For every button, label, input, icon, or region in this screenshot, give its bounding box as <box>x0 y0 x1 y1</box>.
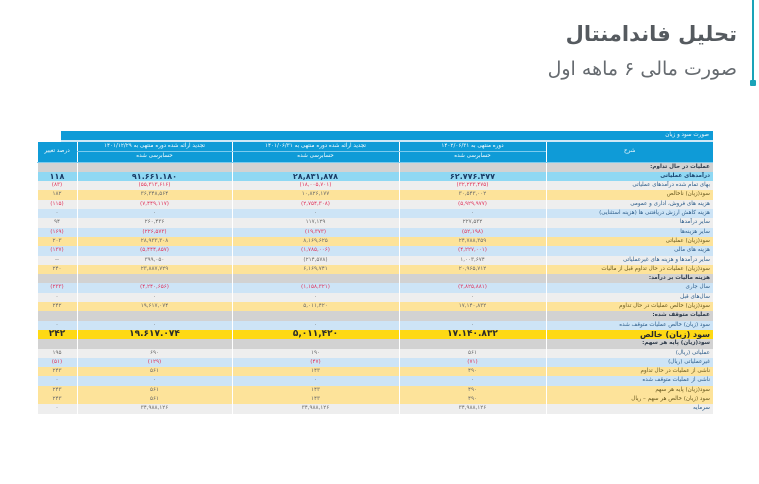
change-pct: (۱۳۷) <box>37 246 77 255</box>
value-current: (۳,۸۲۵,۸۸۱) <box>399 283 546 292</box>
change-pct: (۱۱۵) <box>37 200 77 209</box>
value-prev-year: ۵۶۱ <box>77 367 232 376</box>
row-label: ناشی از عملیات متوقف شده <box>546 376 713 385</box>
value-prev-year: ۰ <box>77 209 232 218</box>
row-label: سود(زیان) خالص عملیات در حال تداوم <box>546 302 713 311</box>
change-pct: ۱۹۵ <box>37 349 77 358</box>
col-header-prev-year: تجدید ارائه شده دوره منتهی به ۱۴۰۱/۱۲/۲۹ <box>77 142 232 152</box>
table-row <box>37 265 713 274</box>
value-prev6: ۱۴۳ <box>232 395 399 404</box>
table-row <box>37 349 713 358</box>
row-label: سود (زیان) خالص <box>546 330 713 339</box>
value-prev6 <box>232 311 399 320</box>
value-prev-year: ۳۹۹,۰۵۰ <box>77 256 232 265</box>
change-pct: ۲۴۳ <box>37 367 77 376</box>
income-statement <box>44 131 713 414</box>
table-row <box>37 209 713 218</box>
value-prev-year: ۱۹,۶۱۷,۰۷۴ <box>77 302 232 311</box>
value-prev-year: ۰ <box>77 376 232 385</box>
audit-status-current: حسابرسی شده <box>399 152 546 162</box>
value-prev6: ۰ <box>232 293 399 302</box>
change-pct: ۲۴۲ <box>37 330 77 339</box>
value-current: ۶۲.۷۷۶.۴۷۷ <box>399 172 546 181</box>
value-prev6: ۲۸,۸۳۱,۸۷۸ <box>232 172 399 181</box>
change-pct: ۲۴۰ <box>37 265 77 274</box>
table-row <box>37 386 713 395</box>
value-current <box>399 274 546 283</box>
change-pct <box>37 311 77 320</box>
change-pct <box>37 339 77 348</box>
value-prev-year: (۵۵,۳۱۳,۶۱۶) <box>77 181 232 190</box>
value-prev-year: ۹۱.۶۶۱.۱۸۰ <box>77 172 232 181</box>
page-title: تحلیل فاندامنتال <box>565 22 737 46</box>
value-prev6: (۱۹,۳۷۳) <box>232 228 399 237</box>
change-pct: ۲۴۲ <box>37 302 77 311</box>
col-header-current: دوره منتهی به ۱۴۰۲/۰۶/۳۱ <box>399 142 546 152</box>
value-prev6: ۱۹۰ <box>232 349 399 358</box>
value-prev-year: ۰ <box>77 321 232 330</box>
change-pct: ۲۴۳ <box>37 395 77 404</box>
table-row <box>37 358 713 367</box>
table-row <box>37 404 713 413</box>
row-label: سایر هزینه‌ها <box>546 228 713 237</box>
change-pct: ۰ <box>37 376 77 385</box>
accent-dot-icon <box>750 80 756 86</box>
value-current: ۲۴,۷۸۸,۳۵۹ <box>399 237 546 246</box>
table-body <box>37 162 713 414</box>
value-current: (۴,۲۲۷,۰۰۱) <box>399 246 546 255</box>
row-label: ناشی از عملیات در حال تداوم <box>546 367 713 376</box>
value-prev6: (۲۱۴,۵۷۸) <box>232 256 399 265</box>
value-prev6: (۱,۷۸۵,۰۰۶) <box>232 246 399 255</box>
table-row <box>37 339 713 348</box>
value-prev6: ۶,۱۶۹,۷۴۱ <box>232 265 399 274</box>
row-label: سایر درآمدها و هزینه های غیرعملیاتی <box>546 256 713 265</box>
value-current: ۰ <box>399 321 546 330</box>
value-prev6: (۱,۱۵۸,۳۲۱) <box>232 283 399 292</box>
table-row <box>37 321 713 330</box>
value-prev6: ۰ <box>232 376 399 385</box>
value-current: ۱,۰۰۳,۶۷۴ <box>399 256 546 265</box>
value-current: ۱۷.۱۴۰.۸۳۲ <box>399 330 546 339</box>
value-prev-year: (۷,۴۴۹,۱۱۷) <box>77 200 232 209</box>
value-prev6: ۳۴,۹۸۸,۱۲۶ <box>232 404 399 413</box>
value-current: ۴۹۰ <box>399 367 546 376</box>
value-prev-year: (۲۲۶,۵۷۳) <box>77 228 232 237</box>
value-prev-year <box>77 162 232 172</box>
table-row <box>37 311 713 320</box>
row-label: سال‌های قبل <box>546 293 713 302</box>
value-prev-year: ۲۶۰,۴۳۶ <box>77 218 232 227</box>
row-label: سود(زیان) پایه هر سهم: <box>546 339 713 348</box>
row-label: عملیات متوقف شده: <box>546 311 713 320</box>
value-current: ۰ <box>399 293 546 302</box>
change-pct: (۸۳) <box>37 181 77 190</box>
value-prev-year <box>77 274 232 283</box>
value-prev6: ۵,۰۱۱,۴۲۰ <box>232 330 399 339</box>
value-current: (۳۲,۲۳۳,۴۷۵) <box>399 181 546 190</box>
value-prev6: ۸,۱۶۹,۶۲۵ <box>232 237 399 246</box>
value-current: ۲۲۷,۵۳۲ <box>399 218 546 227</box>
value-prev6 <box>232 339 399 348</box>
value-current <box>399 162 546 172</box>
value-current: (۵۲,۱۹۸) <box>399 228 546 237</box>
change-pct: ۰ <box>37 404 77 413</box>
value-current: ۲۰,۹۶۵,۷۱۲ <box>399 265 546 274</box>
change-pct: ۲۴۳ <box>37 386 77 395</box>
value-current: ۳۰,۵۴۳,۰۰۲ <box>399 190 546 199</box>
row-label: سود(زیان) ناخالص <box>546 190 713 199</box>
value-prev-year: ۵۶۱ <box>77 395 232 404</box>
value-prev6: ۱۱۷,۱۲۹ <box>232 218 399 227</box>
change-pct: ۱۱۸ <box>37 172 77 181</box>
change-pct: (۲۳۳) <box>37 283 77 292</box>
row-label: عملیات در حال تداوم: <box>546 162 713 172</box>
row-label: سال جاری <box>546 283 713 292</box>
table-row <box>37 395 713 404</box>
change-pct: (۵۱) <box>37 358 77 367</box>
value-current <box>399 339 546 348</box>
change-pct: ۰ <box>37 321 77 330</box>
change-pct: ۹۴ <box>37 218 77 227</box>
table-row <box>37 200 713 209</box>
value-prev6: (۱۸,۰۰۵,۷۰۱) <box>232 181 399 190</box>
value-current: (۵,۹۲۹,۹۷۷) <box>399 200 546 209</box>
value-prev-year: ۲۸,۹۳۳,۳۰۸ <box>77 237 232 246</box>
page-subtitle: صورت مالی ۶ ماهه اول <box>547 58 737 80</box>
row-label: سود (زیان) خالص عملیات متوقف شده <box>546 321 713 330</box>
change-pct: ۰ <box>37 209 77 218</box>
table-row <box>37 376 713 385</box>
value-current: ۱۷,۱۴۰,۸۳۲ <box>399 302 546 311</box>
value-prev-year: ۰ <box>77 293 232 302</box>
value-prev6: ۱۰,۸۲۶,۱۷۷ <box>232 190 399 199</box>
value-current: ۰ <box>399 209 546 218</box>
row-label: سود (زیان) خالص هر سهم – ریال <box>546 395 713 404</box>
row-label: هزینه مالیات بر درآمد: <box>546 274 713 283</box>
value-current: ۵۶۱ <box>399 349 546 358</box>
change-pct <box>37 274 77 283</box>
row-label: هزینه کاهش ارزش دریافتنی ها (هزینه استثنایی) <box>546 209 713 218</box>
report-caption: صورت سود و زیان <box>61 131 713 142</box>
table-row <box>37 302 713 311</box>
value-current <box>399 311 546 320</box>
col-header-desc: شرح <box>546 142 713 162</box>
value-prev-year <box>77 339 232 348</box>
row-label: سایر درآمدها <box>546 218 713 227</box>
table-row <box>37 330 713 339</box>
row-label: بهای تمام شده درآمدهای عملیاتی <box>546 181 713 190</box>
table-header-row <box>37 142 713 152</box>
table-row <box>37 274 713 283</box>
row-label: غیرعملیاتی (ریال) <box>546 358 713 367</box>
table-row <box>37 256 713 265</box>
table-row <box>37 218 713 227</box>
value-current: ۴۹۰ <box>399 395 546 404</box>
change-pct: ۰ <box>37 293 77 302</box>
col-header-prev6: تجدید ارائه شده دوره منتهی به ۱۴۰۱/۰۶/۳۱ <box>232 142 399 152</box>
value-prev6 <box>232 162 399 172</box>
value-prev6: ۰ <box>232 209 399 218</box>
audit-status-prev6: حسابرسی شده <box>232 152 399 162</box>
income-statement-table <box>37 142 714 414</box>
table-row <box>37 162 713 172</box>
row-label: هزینه های فروش، اداری و عمومی <box>546 200 713 209</box>
change-pct: (۱۶۹) <box>37 228 77 237</box>
value-prev-year: ۱۹.۶۱۷.۰۷۴ <box>77 330 232 339</box>
table-row <box>37 367 713 376</box>
value-prev-year: (۴,۲۴۰,۶۵۶) <box>77 283 232 292</box>
change-pct: ۱۸۲ <box>37 190 77 199</box>
audit-status-prev-year: حسابرسی شده <box>77 152 232 162</box>
table-row <box>37 172 713 181</box>
value-prev6 <box>232 274 399 283</box>
table-row <box>37 293 713 302</box>
row-label: سرمایه <box>546 404 713 413</box>
value-prev6: ۵,۰۱۱,۴۲۰ <box>232 302 399 311</box>
value-current: ۰ <box>399 376 546 385</box>
change-pct <box>37 162 77 172</box>
value-current: ۳۴,۹۸۸,۱۲۶ <box>399 404 546 413</box>
value-prev6: ۱۴۳ <box>232 367 399 376</box>
row-label: سود(زیان) پایه هر سهم <box>546 386 713 395</box>
row-label: درآمدهای عملیاتی <box>546 172 713 181</box>
value-prev-year: ۵۶۱ <box>77 386 232 395</box>
row-label: هزینه های مالی <box>546 246 713 255</box>
table-row <box>37 228 713 237</box>
table-row <box>37 237 713 246</box>
value-prev6: (۲,۷۵۴,۳۰۸) <box>232 200 399 209</box>
value-prev-year: (۵,۴۴۴,۸۵۷) <box>77 246 232 255</box>
value-prev-year: ۳۴,۹۸۸,۱۲۶ <box>77 404 232 413</box>
value-prev-year: ۳۶,۳۴۸,۵۶۴ <box>77 190 232 199</box>
row-label: عملیاتی (ریال) <box>546 349 713 358</box>
value-prev-year: (۱۲۹) <box>77 358 232 367</box>
value-prev-year: ۶۹۰ <box>77 349 232 358</box>
change-pct: -- <box>37 256 77 265</box>
row-label: سود(زیان) عملیات در حال تداوم قبل از مالیات <box>546 265 713 274</box>
change-pct: ۲۰۳ <box>37 237 77 246</box>
value-prev6: ۱۴۳ <box>232 386 399 395</box>
table-row <box>37 190 713 199</box>
accent-vertical-line <box>752 0 754 82</box>
table-row <box>37 246 713 255</box>
table-row <box>37 181 713 190</box>
row-label: سود(زیان) عملیاتی <box>546 237 713 246</box>
value-prev6: (۴۷) <box>232 358 399 367</box>
value-prev-year: ۲۳,۸۸۷,۷۲۹ <box>77 265 232 274</box>
table-row <box>37 283 713 292</box>
value-prev-year <box>77 311 232 320</box>
value-prev6: ۰ <box>232 321 399 330</box>
col-header-change-pct: درصد تغییر <box>37 142 77 162</box>
value-current: (۷۱) <box>399 358 546 367</box>
value-current: ۴۹۰ <box>399 386 546 395</box>
